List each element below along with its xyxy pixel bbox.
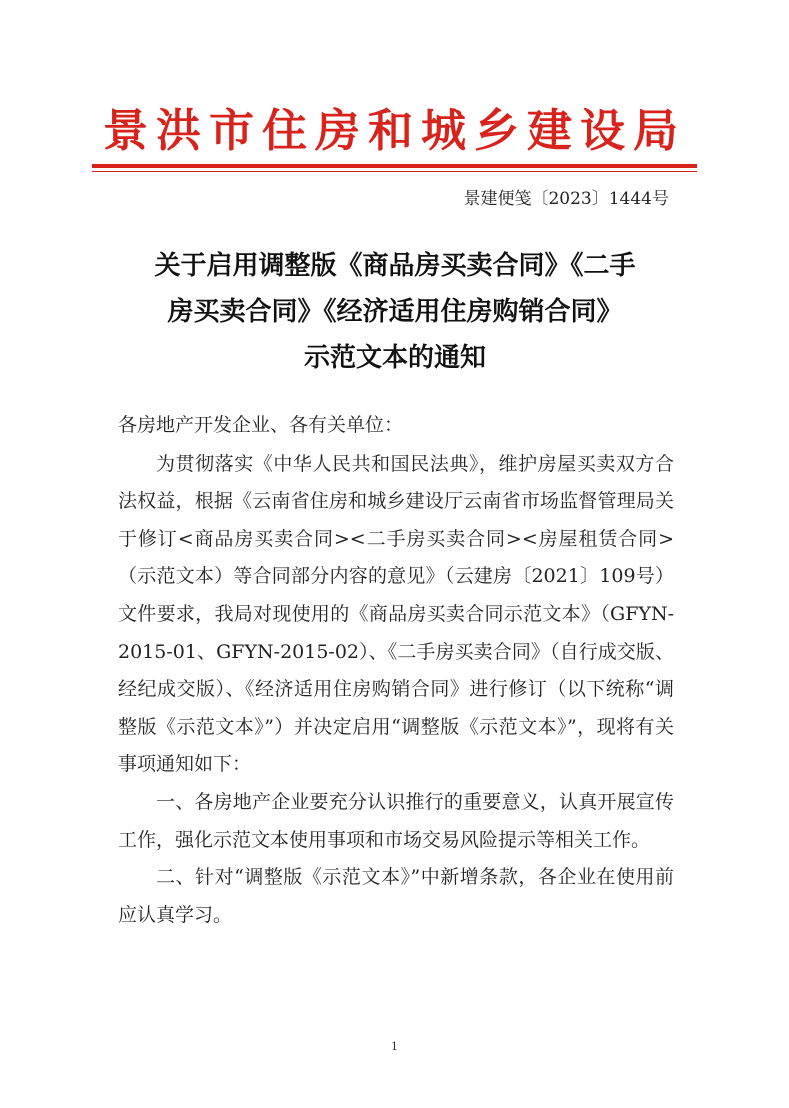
paragraph-item-2: 二、针对“调整版《示范文本》”中新增条款，各企业在使用前应认真学习。 [118,866,674,926]
paragraph-intro: 为贯彻落实《中华人民共和国民法典》，维护房屋买卖双方合法权益，根据《云南省住房和城乡建设厅云南省市场监督管理局关于修订<商品房买卖合同><二手房买卖合同><房屋租赁合同>（示范文本）等合同部分内容的意见》（云建房〔2021〕109号）文件要求，我局对现使用的《商品房买卖合同示范文本》（GFYN-2015-01、GFYN-2015-02）、《二手房买卖合同》（自行成交版、经纪成交版）、《经济适用住房购销合同》进行修订（以下统称“调整版《示范文本》”）并决定启用“调整版《示范文本》”，现将有关事项通知如下： [118,452,674,776]
document-title [100,243,690,381]
salutation: 各房地产开发企业、各有关单位： [118,414,404,436]
title-line-3: 示范文本的通知 [303,343,486,373]
page-number: 1 [391,1040,398,1053]
org-red-header: 景洪市住房和城乡建设局 [102,104,686,157]
title-line-1: 关于启用调整版《商品房买卖合同》《二手 [154,251,636,281]
red-divider-thick [92,164,697,168]
title-line-2: 房买卖合同》《经济适用住房购销合同》 [167,297,623,327]
document-body [118,407,674,934]
document-number: 景建便笺〔2023〕1444号 [463,189,669,209]
red-divider-thin [92,171,697,172]
paragraph-item-1: 一、各房地产企业要充分认识推行的重要意义，认真开展宣传工作，强化示范文本使用事项和市场交易风险提示等相关工作。 [118,790,674,851]
